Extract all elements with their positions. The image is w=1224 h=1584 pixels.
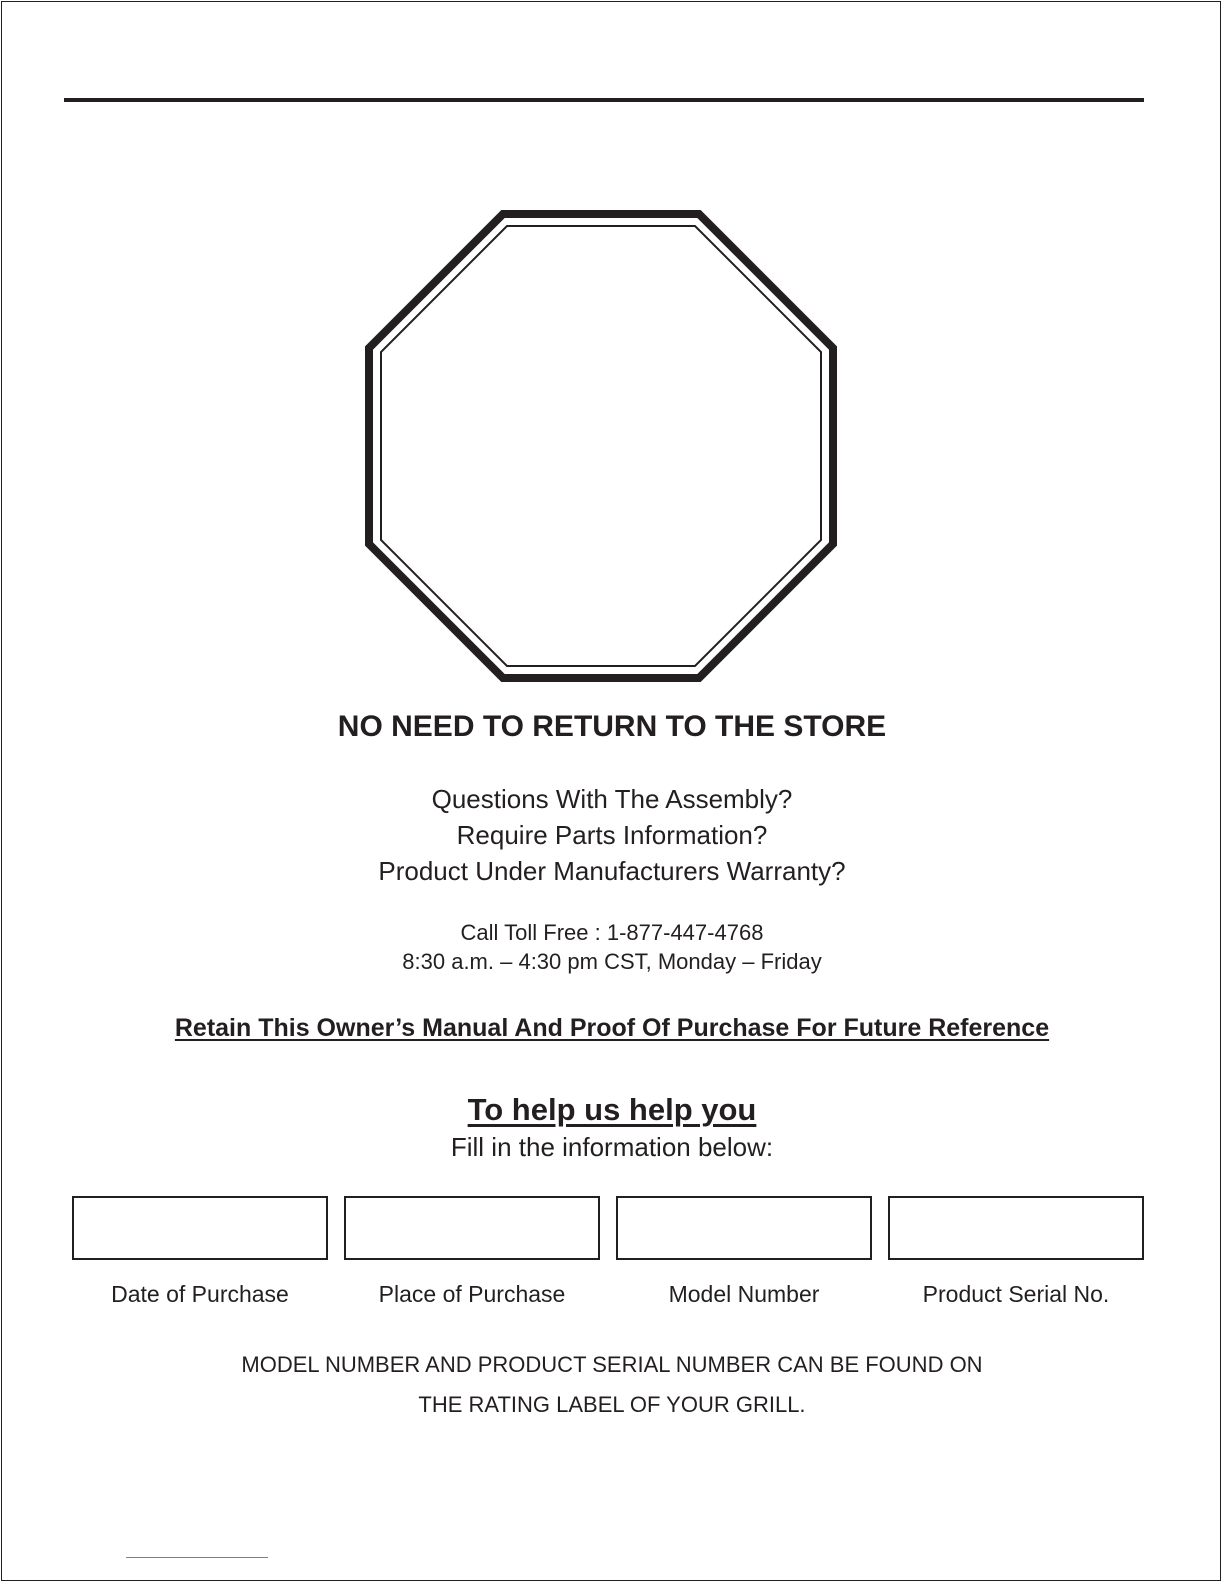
rating-label-note-line2: THE RATING LABEL OF YOUR GRILL. xyxy=(418,1392,806,1417)
date-of-purchase-label: Date of Purchase xyxy=(111,1281,289,1307)
retain-manual-notice: Retain This Owner’s Manual And Proof Of Purchase For Future Reference xyxy=(174,1014,1050,1042)
top-rule-divider xyxy=(64,98,1144,102)
date-of-purchase-field[interactable] xyxy=(72,1196,328,1260)
toll-free-phone: Call Toll Free : 1-877-447-4768 xyxy=(460,920,764,945)
product-serial-field[interactable] xyxy=(888,1196,1144,1260)
model-number-label: Model Number xyxy=(668,1281,820,1307)
headline: NO NEED TO RETURN TO THE STORE xyxy=(337,710,887,743)
question-warranty: Product Under Manufacturers Warranty? xyxy=(378,856,846,886)
stop-sign-icon xyxy=(365,210,837,682)
place-of-purchase-field[interactable] xyxy=(344,1196,600,1260)
stop-sign-inner-border xyxy=(381,226,821,666)
help-subtitle: Fill in the information below: xyxy=(450,1132,774,1162)
help-title: To help us help you xyxy=(467,1092,757,1127)
product-serial-label: Product Serial No. xyxy=(922,1281,1110,1307)
bottom-decorative-line xyxy=(126,1557,268,1558)
question-assembly: Questions With The Assembly? xyxy=(431,784,793,814)
question-parts: Require Parts Information? xyxy=(456,820,768,850)
place-of-purchase-label: Place of Purchase xyxy=(378,1281,566,1307)
model-number-field[interactable] xyxy=(616,1196,872,1260)
support-hours: 8:30 a.m. – 4:30 pm CST, Monday – Friday xyxy=(402,949,822,974)
rating-label-note-line1: MODEL NUMBER AND PRODUCT SERIAL NUMBER CAN BE FOUND ON xyxy=(241,1352,983,1377)
